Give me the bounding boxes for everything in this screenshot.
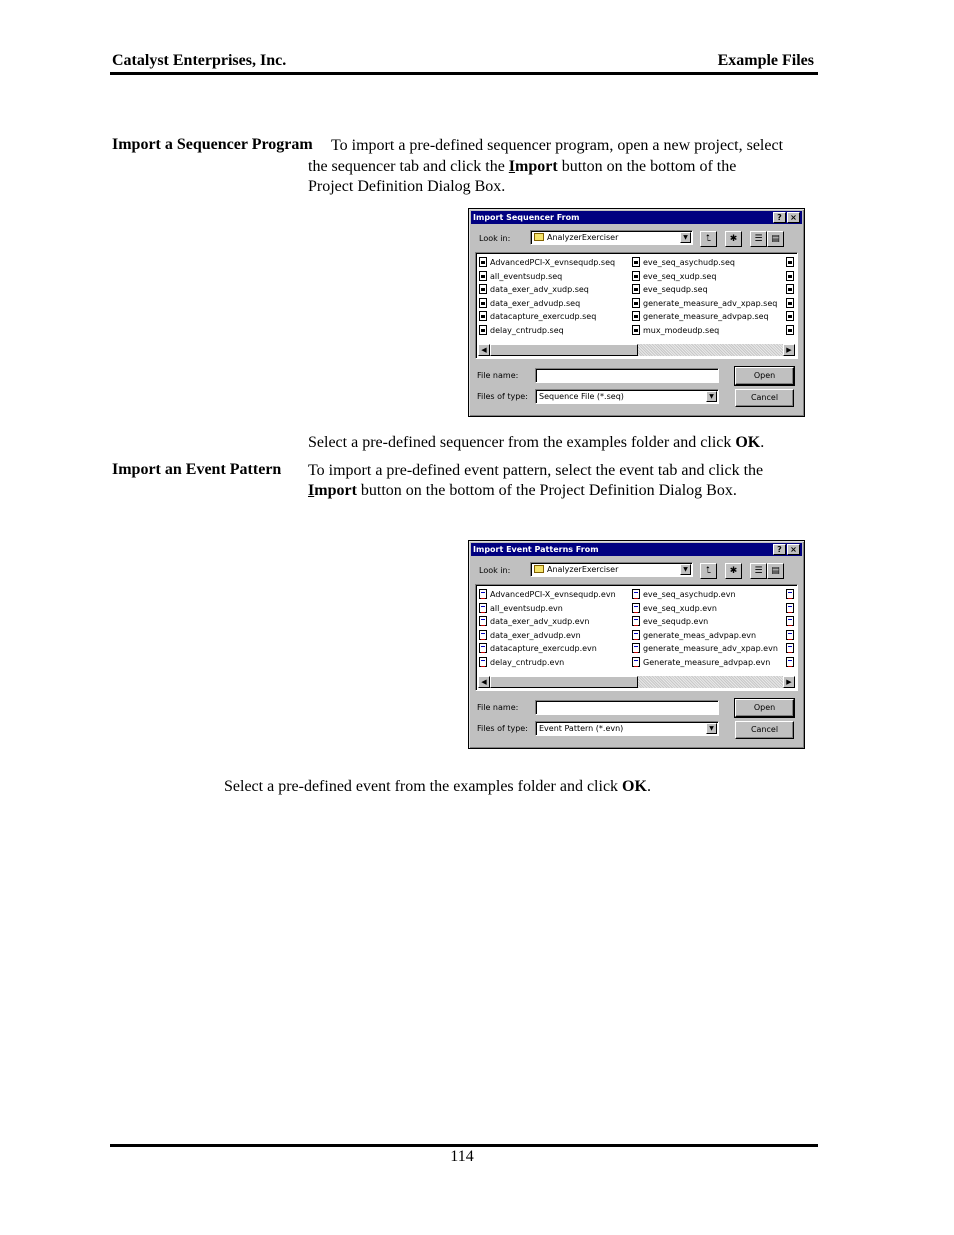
sequence-file-icon	[786, 257, 794, 267]
file-item[interactable]	[632, 602, 778, 616]
dialog-titlebar	[471, 543, 802, 556]
file-item-label: data_exer_adv_xudp.evn	[490, 617, 590, 627]
event-file-icon	[479, 589, 487, 599]
file-item[interactable]	[632, 297, 777, 311]
file-column-3	[786, 256, 797, 338]
file-column-3	[786, 588, 797, 670]
term-import-event: Import an Event Pattern	[112, 461, 282, 478]
file-item-truncated[interactable]	[786, 642, 797, 656]
horizontal-scrollbar[interactable]	[478, 344, 795, 356]
file-item-label: eve_seq_xudp.evn	[643, 603, 717, 613]
files-of-type-label: Files of type:	[477, 724, 528, 733]
file-item[interactable]	[632, 270, 777, 284]
folder-icon	[534, 233, 544, 241]
close-button[interactable]: ×	[787, 212, 800, 223]
import-mnemonic: I	[308, 482, 315, 499]
event-file-icon	[786, 589, 794, 599]
import-mnemonic: I	[508, 158, 516, 175]
file-item[interactable]	[632, 256, 777, 270]
list-view-icon[interactable]: ☰	[750, 231, 767, 247]
sequence-file-icon	[479, 325, 487, 335]
import-sequencer-dialog	[468, 208, 805, 417]
section2-intro-line1: To import a pre-defined event pattern, select the event tab and click the	[308, 462, 764, 479]
header-rule	[110, 72, 818, 75]
text-run: .	[760, 434, 765, 451]
event-file-icon	[632, 616, 640, 626]
event-file-icon	[786, 643, 794, 653]
file-item[interactable]	[632, 283, 777, 297]
scroll-right-icon[interactable]: ▶	[783, 676, 795, 688]
section1-after-text	[308, 433, 764, 453]
file-item-label: eve_sequdp.seq	[643, 285, 708, 295]
file-name-label: File name:	[477, 371, 519, 380]
help-button[interactable]: ?	[773, 544, 786, 555]
sequence-file-icon	[632, 284, 640, 294]
close-button[interactable]: ×	[787, 544, 800, 555]
file-item[interactable]	[479, 602, 616, 616]
header-company: Catalyst Enterprises, Inc.	[112, 52, 287, 69]
file-item-label: AdvancedPCI-X_evnsequdp.evn	[490, 590, 616, 599]
event-file-icon	[786, 630, 794, 640]
scroll-left-icon[interactable]: ◀	[478, 344, 490, 356]
file-item-label: datacapture_exercudp.seq	[490, 312, 597, 322]
file-name-input[interactable]	[535, 368, 719, 383]
file-item-label: generate_meas_advpap.evn	[643, 630, 757, 640]
ok-word: OK	[735, 434, 761, 451]
section1-intro-line2	[308, 157, 736, 177]
sequence-file-icon	[479, 311, 487, 321]
file-item-truncated[interactable]	[786, 270, 797, 284]
text-run: Select a pre-defined event from the examples folder and click	[224, 778, 623, 795]
file-item-label: data_exer_advudp.seq	[490, 298, 581, 308]
event-file-icon	[479, 643, 487, 653]
text-run: .	[646, 778, 651, 795]
file-item-truncated[interactable]	[786, 297, 797, 311]
file-item[interactable]	[632, 642, 778, 656]
file-item-truncated[interactable]	[786, 629, 797, 643]
file-item-truncated[interactable]	[786, 283, 797, 297]
scroll-left-icon[interactable]: ◀	[478, 676, 490, 688]
file-item-label: mux_modeudp.seq	[643, 325, 720, 335]
import-event-dialog	[468, 540, 805, 749]
event-file-icon	[786, 603, 794, 613]
look-in-value: AnalyzerExerciser	[547, 565, 619, 574]
file-item-label: generate_measure_adv_xpap.evn	[643, 644, 778, 654]
details-view-icon[interactable]: ▤	[767, 563, 784, 579]
files-of-type-label: Files of type:	[477, 392, 528, 401]
open-button[interactable]: Open	[735, 367, 794, 385]
chevron-down-icon[interactable]: ▼	[680, 232, 691, 243]
text-run: button on the bottom of the	[557, 158, 737, 175]
sequence-file-icon	[786, 271, 794, 281]
event-file-icon	[632, 657, 640, 667]
sequence-file-icon	[479, 284, 487, 294]
file-item-label: datacapture_exercudp.evn	[490, 644, 597, 654]
file-item-label: Generate_measure_advpap.evn	[643, 657, 771, 667]
sequence-file-icon	[479, 298, 487, 308]
file-item[interactable]	[479, 310, 615, 324]
sequence-file-icon	[632, 271, 640, 281]
file-item[interactable]	[479, 324, 615, 338]
file-item-label: all_eventsudp.seq	[490, 271, 563, 281]
scroll-thumb[interactable]	[490, 676, 638, 688]
file-item[interactable]	[479, 615, 616, 629]
file-item[interactable]	[479, 629, 616, 643]
import-word: mport	[314, 482, 357, 499]
event-file-icon	[479, 603, 487, 613]
chevron-down-icon[interactable]: ▼	[706, 391, 717, 402]
file-item[interactable]	[632, 588, 778, 602]
file-item-label: eve_seq_xudp.seq	[643, 271, 717, 281]
file-column-1	[479, 588, 616, 670]
text-run: button on the bottom of the Project Definition Dialog Box.	[356, 482, 737, 499]
file-item[interactable]	[479, 297, 615, 311]
file-column-2	[632, 588, 778, 670]
look-in-combo[interactable]	[530, 562, 693, 577]
event-file-icon	[479, 657, 487, 667]
file-item[interactable]	[479, 256, 615, 270]
file-item-truncated[interactable]	[786, 615, 797, 629]
file-item[interactable]	[632, 629, 778, 643]
file-item[interactable]	[632, 656, 778, 670]
event-file-icon	[479, 630, 487, 640]
cancel-button[interactable]: Cancel	[735, 389, 794, 407]
scroll-thumb[interactable]	[490, 344, 638, 356]
file-item[interactable]	[479, 588, 616, 602]
header-section-title: Example Files	[717, 52, 814, 69]
section2-after-text	[224, 777, 651, 797]
ok-word: OK	[622, 778, 647, 795]
file-item-truncated[interactable]	[786, 602, 797, 616]
sequence-file-icon	[632, 298, 640, 308]
section1-intro-line1: To import a pre-defined sequencer program, open a new project, select	[331, 137, 784, 154]
file-item[interactable]	[479, 270, 615, 284]
file-item[interactable]	[632, 310, 777, 324]
file-item[interactable]	[479, 656, 616, 670]
file-name-label: File name:	[477, 703, 519, 712]
file-item-label: all_eventsudp.evn	[490, 603, 563, 613]
file-item-label: eve_seq_asychudp.seq	[643, 258, 735, 267]
file-item-truncated[interactable]	[786, 324, 797, 338]
event-file-icon	[632, 603, 640, 613]
file-item[interactable]	[632, 615, 778, 629]
dialog-title: Import Sequencer From	[473, 213, 580, 222]
event-file-icon	[632, 643, 640, 653]
sequence-file-icon	[786, 284, 794, 294]
files-of-type-value: Event Pattern (*.evn)	[539, 724, 624, 733]
up-folder-icon[interactable]: ⮤	[700, 231, 717, 247]
file-item[interactable]	[632, 324, 777, 338]
event-file-icon	[632, 589, 640, 599]
file-item-truncated[interactable]	[786, 588, 797, 602]
new-folder-icon[interactable]: ✱	[725, 231, 742, 247]
horizontal-scrollbar[interactable]	[478, 676, 795, 688]
look-in-value: AnalyzerExerciser	[547, 233, 619, 242]
text-run: Select a pre-defined sequencer from the examples folder and click	[308, 434, 736, 451]
import-word: mport	[515, 158, 558, 175]
new-folder-icon[interactable]: ✱	[725, 563, 742, 579]
details-view-icon[interactable]: ▤	[767, 231, 784, 247]
cancel-button[interactable]: Cancel	[735, 721, 794, 739]
file-item-truncated[interactable]	[786, 256, 797, 270]
footer-rule	[110, 1144, 818, 1147]
event-file-icon	[632, 630, 640, 640]
sequence-file-icon	[786, 298, 794, 308]
sequence-file-icon	[786, 325, 794, 335]
files-of-type-value: Sequence File (*.seq)	[539, 392, 624, 401]
help-button[interactable]: ?	[773, 212, 786, 223]
file-list[interactable]	[475, 584, 798, 691]
file-item-label: eve_seq_asychudp.evn	[643, 590, 736, 599]
file-list[interactable]	[475, 252, 798, 359]
sequence-file-icon	[632, 257, 640, 267]
file-column-2	[632, 256, 777, 338]
file-item[interactable]	[479, 283, 615, 297]
folder-icon	[534, 565, 544, 573]
look-in-label: Look in:	[479, 566, 511, 575]
file-item[interactable]	[479, 642, 616, 656]
file-item-truncated[interactable]	[786, 310, 797, 324]
sequence-file-icon	[632, 311, 640, 321]
up-folder-icon[interactable]: ⮤	[700, 563, 717, 579]
event-file-icon	[786, 616, 794, 626]
look-in-label: Look in:	[479, 234, 511, 243]
section1-intro-line3: Project Definition Dialog Box.	[308, 178, 506, 195]
file-item-label: AdvancedPCI-X_evnsequdp.seq	[490, 258, 616, 267]
look-in-combo[interactable]	[530, 230, 693, 245]
text-run: the sequencer tab and click the	[308, 158, 509, 175]
file-item-truncated[interactable]	[786, 656, 797, 670]
file-name-input[interactable]	[535, 700, 719, 715]
sequence-file-icon	[479, 257, 487, 267]
sequence-file-icon	[786, 311, 794, 321]
section2-intro-line2	[308, 481, 737, 501]
event-file-icon	[786, 657, 794, 667]
file-item-label: generate_measure_advpap.seq	[643, 312, 769, 322]
file-item-label: eve_sequdp.evn	[643, 617, 709, 627]
open-button[interactable]: Open	[735, 699, 794, 717]
file-item-label: delay_cntrudp.seq	[490, 325, 564, 335]
term-import-sequencer: Import a Sequencer Program	[112, 136, 313, 153]
file-item-label: generate_measure_adv_xpap.seq	[643, 298, 778, 308]
files-of-type-select[interactable]	[535, 721, 719, 736]
sequence-file-icon	[632, 325, 640, 335]
scroll-right-icon[interactable]: ▶	[783, 344, 795, 356]
dialog-titlebar	[471, 211, 802, 224]
file-column-1	[479, 256, 615, 338]
chevron-down-icon[interactable]: ▼	[680, 564, 691, 575]
page-number: 114	[450, 1148, 474, 1165]
event-file-icon	[479, 616, 487, 626]
file-item-label: data_exer_advudp.evn	[490, 630, 581, 640]
file-item-label: delay_cntrudp.evn	[490, 657, 565, 667]
list-view-icon[interactable]: ☰	[750, 563, 767, 579]
files-of-type-select[interactable]	[535, 389, 719, 404]
file-item-label: data_exer_adv_xudp.seq	[490, 285, 589, 295]
chevron-down-icon[interactable]: ▼	[706, 723, 717, 734]
sequence-file-icon	[479, 271, 487, 281]
dialog-title: Import Event Patterns From	[473, 545, 599, 554]
